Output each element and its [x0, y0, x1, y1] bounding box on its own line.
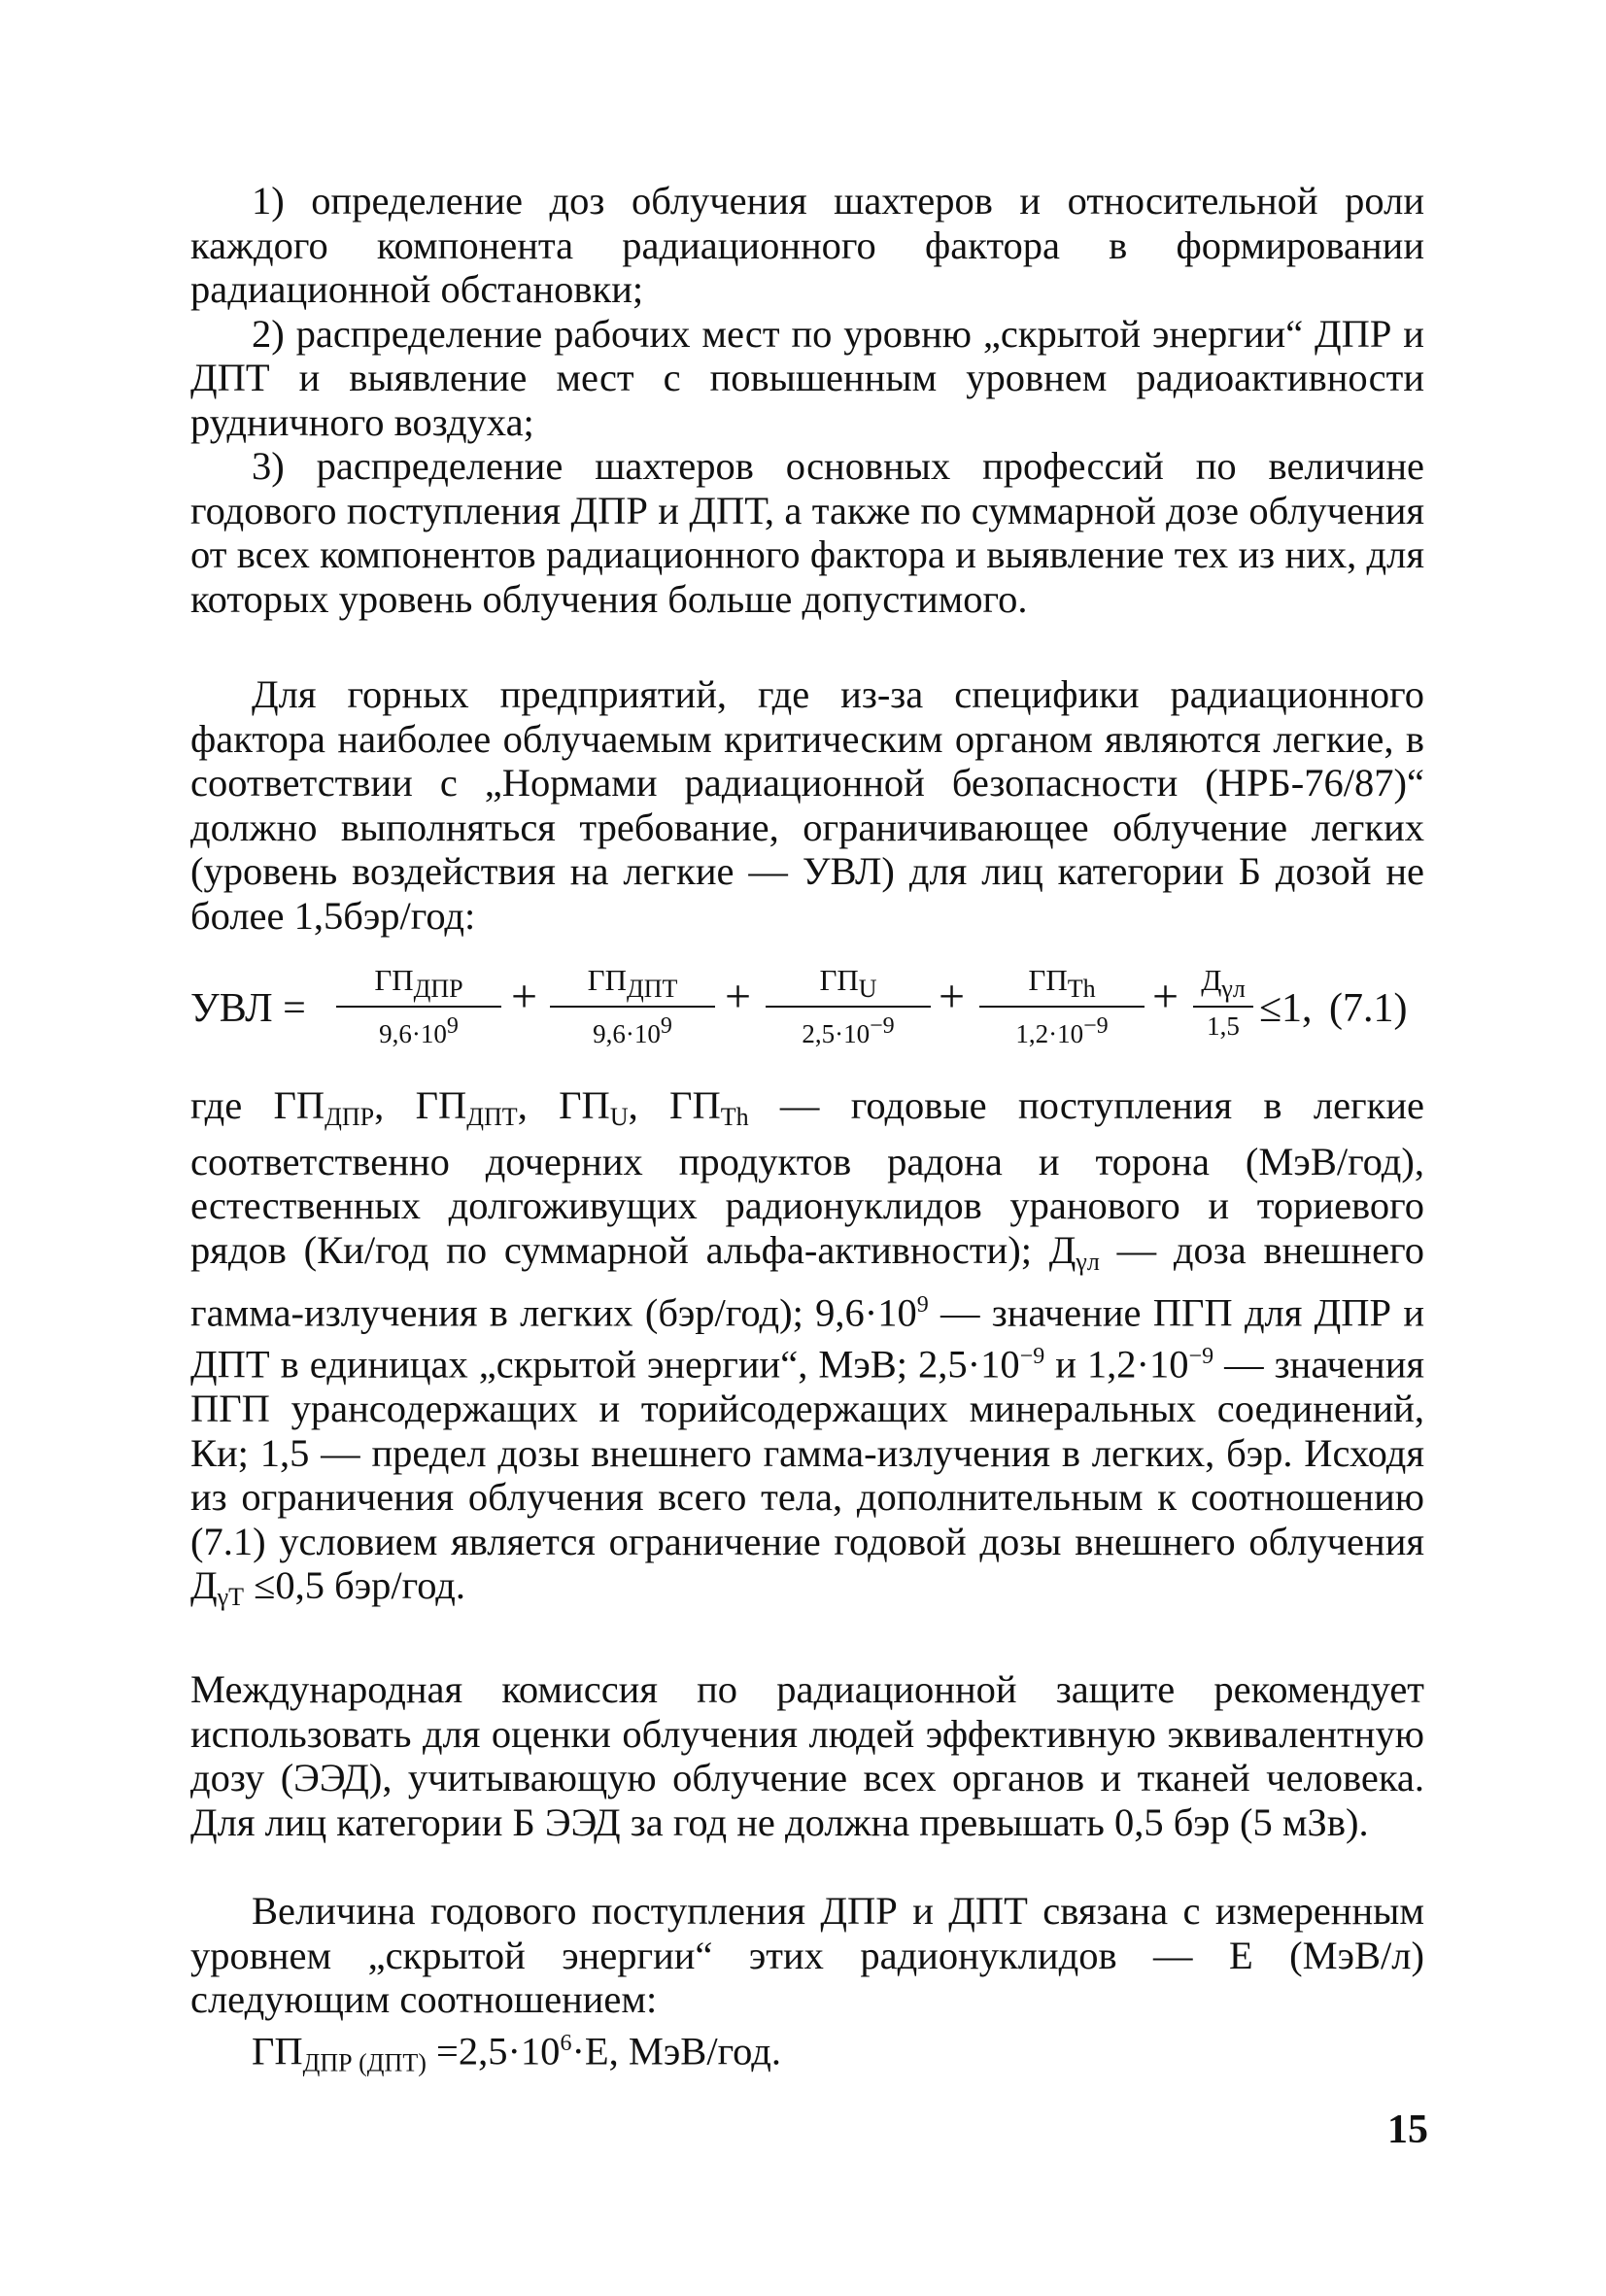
plus-sign: +: [725, 971, 752, 1022]
fraction-u: $ГП_U$ $2,5\cdot 10^{-9}$: [766, 964, 931, 1050]
plus-sign: +: [511, 971, 538, 1022]
norms-paragraph-block: [190, 672, 1424, 938]
where-paragraph-block: [190, 1083, 1424, 1620]
page-number: 15: [1387, 2108, 1428, 2152]
formula-number: (7.1): [1329, 986, 1408, 1031]
list-item-2: 2) распределение рабочих мест по уровню „скрытой энергии“ ДПР и ДПТ и выявление мест с повышенным уровнем радиоактивности рудничного воздуха;: [190, 311, 1424, 444]
fraction-th: $ГП_{Th}$ $1,2\cdot 10^{-9}$: [979, 964, 1145, 1050]
plus-sign: +: [1152, 971, 1179, 1022]
icrp-paragraph: Международная комиссия по радиационной защите рекомендует использовать для оценки облучения людей эффективную эквивалентную дозу (ЭЭД), учитывающую облучение всех органов и тканей человека. Для лиц категории Б ЭЭД за год не должна превышать 0,5 бэр (5 мЗв).: [190, 1667, 1424, 1844]
requirements-list: [190, 179, 1424, 621]
icrp-paragraph-block: [190, 1667, 1424, 1844]
fraction-dpr: $ГП_{ДПР}$ $9,6\cdot 10^9$: [336, 964, 501, 1050]
intake-equation: $ГП_{ДПР (ДПТ)} =2,5\cdot 10^6\cdot Е$, МэВ/год.: [252, 2029, 781, 2076]
norms-paragraph: Для горных предприятий, где из-за специфики радиационного фактора наиболее облучаемым критическим органом являются легкие, в соответствии с „Нормами радиационной безопасности (НРБ-76/87)“ должно выполняться требование, ограничивающее облучение легких (уровень воздействия на легкие — УВЛ) для лиц категории Б дозой не более 1,5бэр/год:: [190, 672, 1424, 938]
intake-paragraph: Величина годового поступления ДПР и ДПТ связана с измеренным уровнем „скрытой энергии“ этих радионуклидов — Е (МэВ/л) следующим соотношением:: [190, 1889, 1424, 2021]
fraction-dpt: $ГП_{ДПТ}$ $9,6\cdot 10^9$: [550, 964, 715, 1050]
list-item-3: 3) распределение шахтеров основных профессий по величине годового поступления ДПР и ДПТ, а также по суммарной дозе облучения от всех компонентов радиационного фактора и выявление тех из них, для которых уровень облучения больше допустимого.: [190, 444, 1424, 621]
formula-7-1: [190, 952, 1444, 1059]
intake-paragraph-block: [190, 1889, 1424, 2085]
fraction-gamma: $Д_{\gamma л}$ 1,5: [1193, 964, 1253, 1043]
formula-rhs: ≤1,: [1259, 986, 1313, 1031]
formula-lhs: УВЛ =: [190, 986, 306, 1031]
plus-sign: +: [939, 971, 966, 1022]
where-paragraph: где $ГП_{ДПР}$, $ГП_{ДПТ}$, $ГП_U$, $ГП_{Th}$ — годовые поступления в легкие соответственно дочерних продуктов радона и торона (МэВ/год), естественных долгоживущих радионуклидов уранового и ториевого рядов (Ки/год по суммарной альфа-активности); $Д_{\gamma л}$ — доза внешнего гамма-излучения в легких (бэр/год); $9,6\cdot 10^9$ — значение ПГП для ДПР и ДПТ в единицах „скрытой энергии“, МэВ; $2,5\cdot 10^{-9}$ и $1,2\cdot 10^{-9}$ — значения ПГП урансодержащих и торийсодержащих минеральных соединений, Ки; 1,5 — предел дозы внешнего гамма-излучения в легких, бэр. Исходя из ограничения облучения всего тела, дополнительным к соотношению (7.1) условием является ограничение годовой дозы внешнего облучения $Д_{\gamma Т} \le 0,5$ бэр/год.: [190, 1083, 1425, 1611]
list-item-1: 1) определение доз облучения шахтеров и относительной роли каждого компонента радиационного фактора в формировании радиационной обстановки;: [190, 179, 1424, 311]
